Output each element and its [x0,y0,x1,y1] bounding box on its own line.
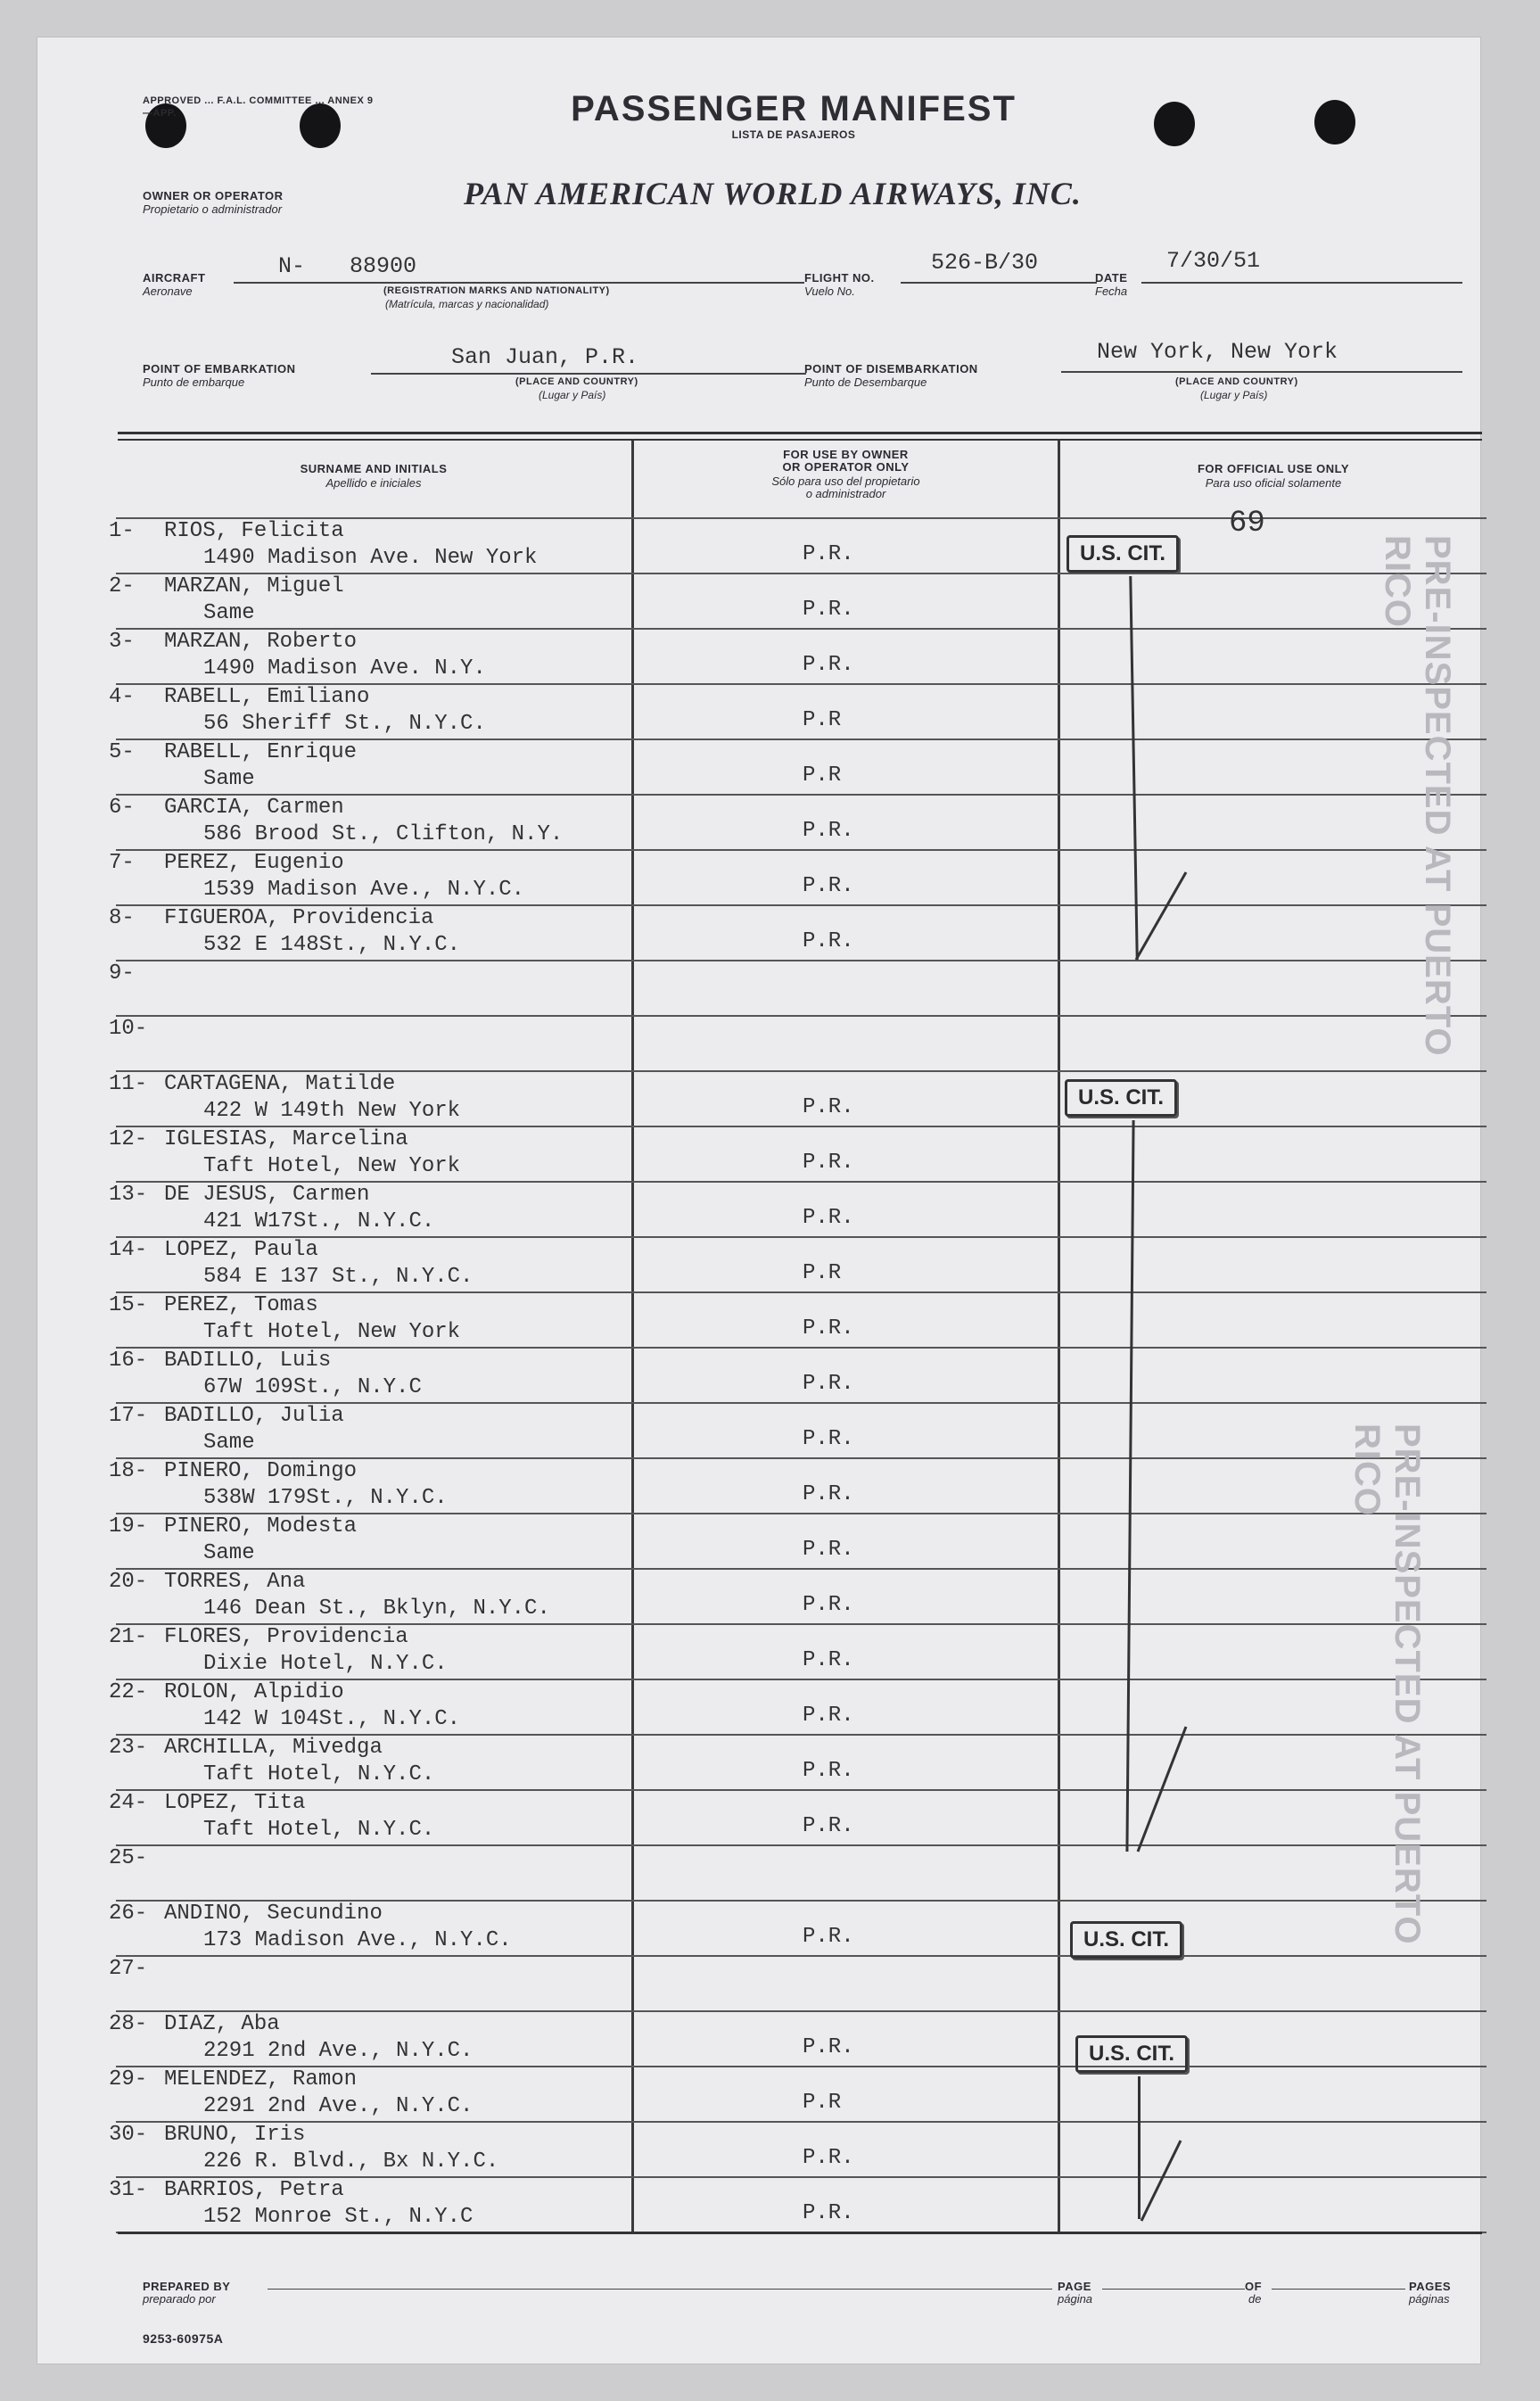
owner-mark: P.R [803,2091,842,2115]
punch-hole [1154,102,1195,146]
passenger-name: PINERO, Modesta [164,1514,358,1539]
column-header-owner-2: OR OPERATOR ONLY [782,460,910,474]
check-mark [1134,867,1188,965]
registration-note-es: (Matrícula, marcas y nacionalidad) [385,298,549,310]
passenger-name: MELENDEZ, Ramon [164,2067,358,2092]
citizenship-stamp: U.S. CIT. [1065,1079,1177,1117]
passenger-name: LOPEZ, Tita [164,1791,306,1815]
page-subtitle: LISTA DE PASAJEROS [731,128,856,141]
owner-mark: P.R. [803,1151,854,1175]
disembark-place-note-es: (Lugar y País) [1200,389,1268,401]
row-number: 11- [109,1072,148,1096]
passenger-name: RABELL, Emiliano [164,685,370,709]
passenger-address: 2291 2nd Ave., N.Y.C. [203,2039,474,2063]
aircraft-prefix: N- [278,253,306,279]
owner-mark: P.R. [803,2201,854,2225]
row-number: 25- [109,1846,148,1870]
page-title: PASSENGER MANIFEST [571,89,1017,128]
owner-mark: P.R. [803,1372,854,1396]
row-number: 5- [109,740,135,764]
owner-mark: P.R. [803,1593,854,1617]
row-number: 2- [109,574,135,598]
page-label-es: página [1058,2292,1093,2306]
column-header-surname-es: Apellido e iniciales [325,476,422,490]
column-header-surname: SURNAME AND INITIALS [300,462,448,475]
row-divider [116,960,1486,961]
row-number: 12- [109,1127,148,1151]
row-number: 19- [109,1514,148,1539]
pre-inspected-stamp: PRE-INSPECTED AT PUERTO RICO [1347,1423,1427,1945]
passenger-address: Taft Hotel, New York [203,1154,461,1178]
passenger-address: 1490 Madison Ave. New York [203,546,538,570]
row-number: 10- [109,1017,148,1041]
owner-mark: P.R. [803,653,854,677]
owner-mark: P.R. [803,1316,854,1341]
row-divider [116,1844,1486,1846]
citizenship-stamp: U.S. CIT. [1066,535,1179,573]
owner-mark: P.R. [803,1648,854,1672]
row-number: 28- [109,2012,148,2036]
column-divider [1058,441,1060,2232]
passenger-name: RIOS, Felicita [164,519,344,543]
row-number: 30- [109,2123,148,2147]
owner-label: OWNER OR OPERATOR [143,189,284,202]
row-number: 29- [109,2067,148,2092]
passenger-address: 421 W17St., N.Y.C. [203,1209,435,1234]
passenger-address: Same [203,1431,255,1455]
check-mark [1136,1721,1190,1855]
embark-place-note-es: (Lugar y País) [539,389,606,401]
passenger-address: 67W 109St., N.Y.C [203,1375,422,1399]
row-divider [116,1789,1486,1791]
passenger-name: ANDINO, Secundino [164,1902,383,1926]
passenger-address: 422 W 149th New York [203,1099,461,1123]
owner-mark: P.R [803,1261,842,1285]
owner-mark: P.R. [803,929,854,953]
passenger-address: 1490 Madison Ave. N.Y. [203,656,486,681]
owner-mark: P.R. [803,542,854,566]
disembark-label: POINT OF DISEMBARKATION [804,362,978,375]
owner-mark: P.R. [803,1206,854,1230]
embark-label-es: Punto de embarque [143,375,245,389]
owner-value: PAN AMERICAN WORLD AIRWAYS, INC. [464,176,1082,211]
row-divider [116,1236,1486,1238]
passenger-address: Same [203,767,255,791]
passenger-address: 586 Brood St., Clifton, N.Y. [203,822,564,846]
row-number: 15- [109,1293,148,1317]
row-number: 31- [109,2178,148,2202]
passenger-address: Taft Hotel, N.Y.C. [203,1818,435,1842]
pre-inspected-stamp: PRE-INSPECTED AT PUERTO RICO [1378,535,1457,1057]
row-number: 8- [109,906,135,930]
flight-label-es: Vuelo No. [804,285,855,298]
row-number: 4- [109,685,135,709]
passenger-name: PEREZ, Eugenio [164,851,344,875]
passenger-count: 69 [1229,507,1265,540]
row-number: 13- [109,1183,148,1207]
row-divider [116,1955,1486,1957]
row-number: 9- [109,961,135,986]
row-divider [116,1568,1486,1570]
check-mark [1140,2135,1184,2224]
row-number: 6- [109,796,135,820]
punch-hole [1314,100,1355,144]
passenger-name: PEREZ, Tomas [164,1293,318,1317]
prepared-by-label-es: preparado por [143,2292,216,2306]
pages-label: PAGES [1409,2280,1452,2293]
passenger-address: 2291 2nd Ave., N.Y.C. [203,2094,474,2118]
passenger-address: 173 Madison Ave., N.Y.C. [203,1928,512,1952]
row-number: 21- [109,1625,148,1649]
flight-value: 526-B/30 [931,250,1039,276]
passenger-address: 538W 179St., N.Y.C. [203,1486,448,1510]
row-divider [116,2121,1486,2123]
disembark-value: New York, New York [1097,339,1338,365]
flight-label: FLIGHT NO. [804,271,875,285]
disembark-place-note: (PLACE AND COUNTRY) [1175,376,1298,387]
row-number: 14- [109,1238,148,1262]
passenger-name: DE JESUS, Carmen [164,1183,370,1207]
embark-label: POINT OF EMBARKATION [143,362,296,375]
passenger-name: BADILLO, Julia [164,1404,344,1428]
passenger-name: LOPEZ, Paula [164,1238,318,1262]
passenger-address: Same [203,1541,255,1565]
row-divider [116,1015,1486,1017]
column-header-owner-es-2: o administrador [805,487,886,500]
passenger-name: BARRIOS, Petra [164,2178,344,2202]
owner-mark: P.R [803,763,842,788]
passenger-address: 532 E 148St., N.Y.C. [203,933,461,957]
of-label: OF [1245,2280,1263,2293]
passenger-address: 226 R. Blvd., Bx N.Y.C. [203,2149,499,2174]
row-number: 26- [109,1902,148,1926]
row-divider [116,2010,1486,2012]
disembark-label-es: Punto de Desembarque [804,375,927,389]
date-label-es: Fecha [1095,285,1128,298]
date-value: 7/30/51 [1166,248,1261,274]
column-header-official-es: Para uso oficial solamente [1205,476,1342,490]
registration-note: (REGISTRATION MARKS AND NATIONALITY) [383,285,610,296]
owner-mark: P.R. [803,2035,854,2059]
passenger-address: Taft Hotel, New York [203,1320,461,1344]
row-number: 23- [109,1736,148,1760]
row-number: 3- [109,630,135,654]
passenger-name: RABELL, Enrique [164,740,358,764]
owner-mark: P.R [803,708,842,732]
column-header-owner-es: Sólo para uso del propietario [771,474,920,488]
owner-mark: P.R. [803,1814,854,1838]
row-number: 7- [109,851,135,875]
column-header-owner: FOR USE BY OWNER [783,448,909,461]
aircraft-label-es: Aeronave [143,285,193,298]
passenger-name: CARTAGENA, Matilde [164,1072,396,1096]
passenger-name: IGLESIAS, Marcelina [164,1127,408,1151]
row-number: 17- [109,1404,148,1428]
passenger-name: ROLON, Alpidio [164,1680,344,1704]
row-number: 27- [109,1957,148,1981]
passenger-name: PINERO, Domingo [164,1459,358,1483]
passenger-name: MARZAN, Miguel [164,574,344,598]
passenger-name: MARZAN, Roberto [164,630,358,654]
passenger-name: GARCIA, Carmen [164,796,344,820]
owner-mark: P.R. [803,1095,854,1119]
passenger-address: 584 E 137 St., N.Y.C. [203,1265,474,1289]
owner-mark: P.R. [803,2146,854,2170]
of-label-es: de [1248,2292,1262,2306]
passenger-address: 142 W 104St., N.Y.C. [203,1707,461,1731]
passenger-address: 146 Dean St., Bklyn, N.Y.C. [203,1597,550,1621]
passenger-address: 56 Sheriff St., N.Y.C. [203,712,486,736]
owner-mark: P.R. [803,874,854,898]
passenger-name: FIGUEROA, Providencia [164,906,434,930]
row-number: 1- [109,519,135,543]
passenger-name: BRUNO, Iris [164,2123,306,2147]
passenger-address: Same [203,601,255,625]
row-number: 18- [109,1459,148,1483]
approval-note: APPROVED ... F.A.L. COMMITTEE ... ANNEX 9—APP. [143,95,374,119]
row-number: 16- [109,1349,148,1373]
passenger-name: TORRES, Ana [164,1570,306,1594]
owner-mark: P.R. [803,1427,854,1451]
date-label: DATE [1095,271,1128,285]
owner-mark: P.R. [803,819,854,843]
row-number: 22- [109,1680,148,1704]
passenger-address: 1539 Madison Ave., N.Y.C. [203,878,525,902]
owner-mark: P.R. [803,598,854,622]
owner-label-es: Propietario o administrador [143,202,283,216]
column-header-official: FOR OFFICIAL USE ONLY [1197,462,1350,475]
owner-mark: P.R. [803,1704,854,1728]
passenger-name: ARCHILLA, Mivedga [164,1736,383,1760]
embark-place-note: (PLACE AND COUNTRY) [515,376,638,387]
prepared-by-label: PREPARED BY [143,2280,231,2293]
owner-mark: P.R. [803,1482,854,1506]
row-divider [116,1291,1486,1293]
passenger-address: Dixie Hotel, N.Y.C. [203,1652,448,1676]
passenger-name: FLORES, Providencia [164,1625,408,1649]
row-number: 24- [109,1791,148,1815]
citizenship-stamp: U.S. CIT. [1070,1921,1182,1959]
owner-mark: P.R. [803,1925,854,1949]
owner-mark: P.R. [803,1759,854,1783]
aircraft-value: 88900 [350,253,417,279]
passenger-address: 152 Monroe St., N.Y.C [203,2205,474,2229]
aircraft-label: AIRCRAFT [143,271,206,285]
owner-mark: P.R. [803,1538,854,1562]
passenger-name: DIAZ, Aba [164,2012,280,2036]
form-number: 9253-60975A [143,2331,224,2346]
passenger-name: BADILLO, Luis [164,1349,332,1373]
citizenship-stamp: U.S. CIT. [1075,2035,1188,2073]
row-number: 20- [109,1570,148,1594]
page-label: PAGE [1058,2280,1091,2293]
pages-label-es: páginas [1409,2292,1450,2306]
embark-value: San Juan, P.R. [451,344,639,370]
passenger-address: Taft Hotel, N.Y.C. [203,1762,435,1786]
column-divider [631,441,634,2232]
